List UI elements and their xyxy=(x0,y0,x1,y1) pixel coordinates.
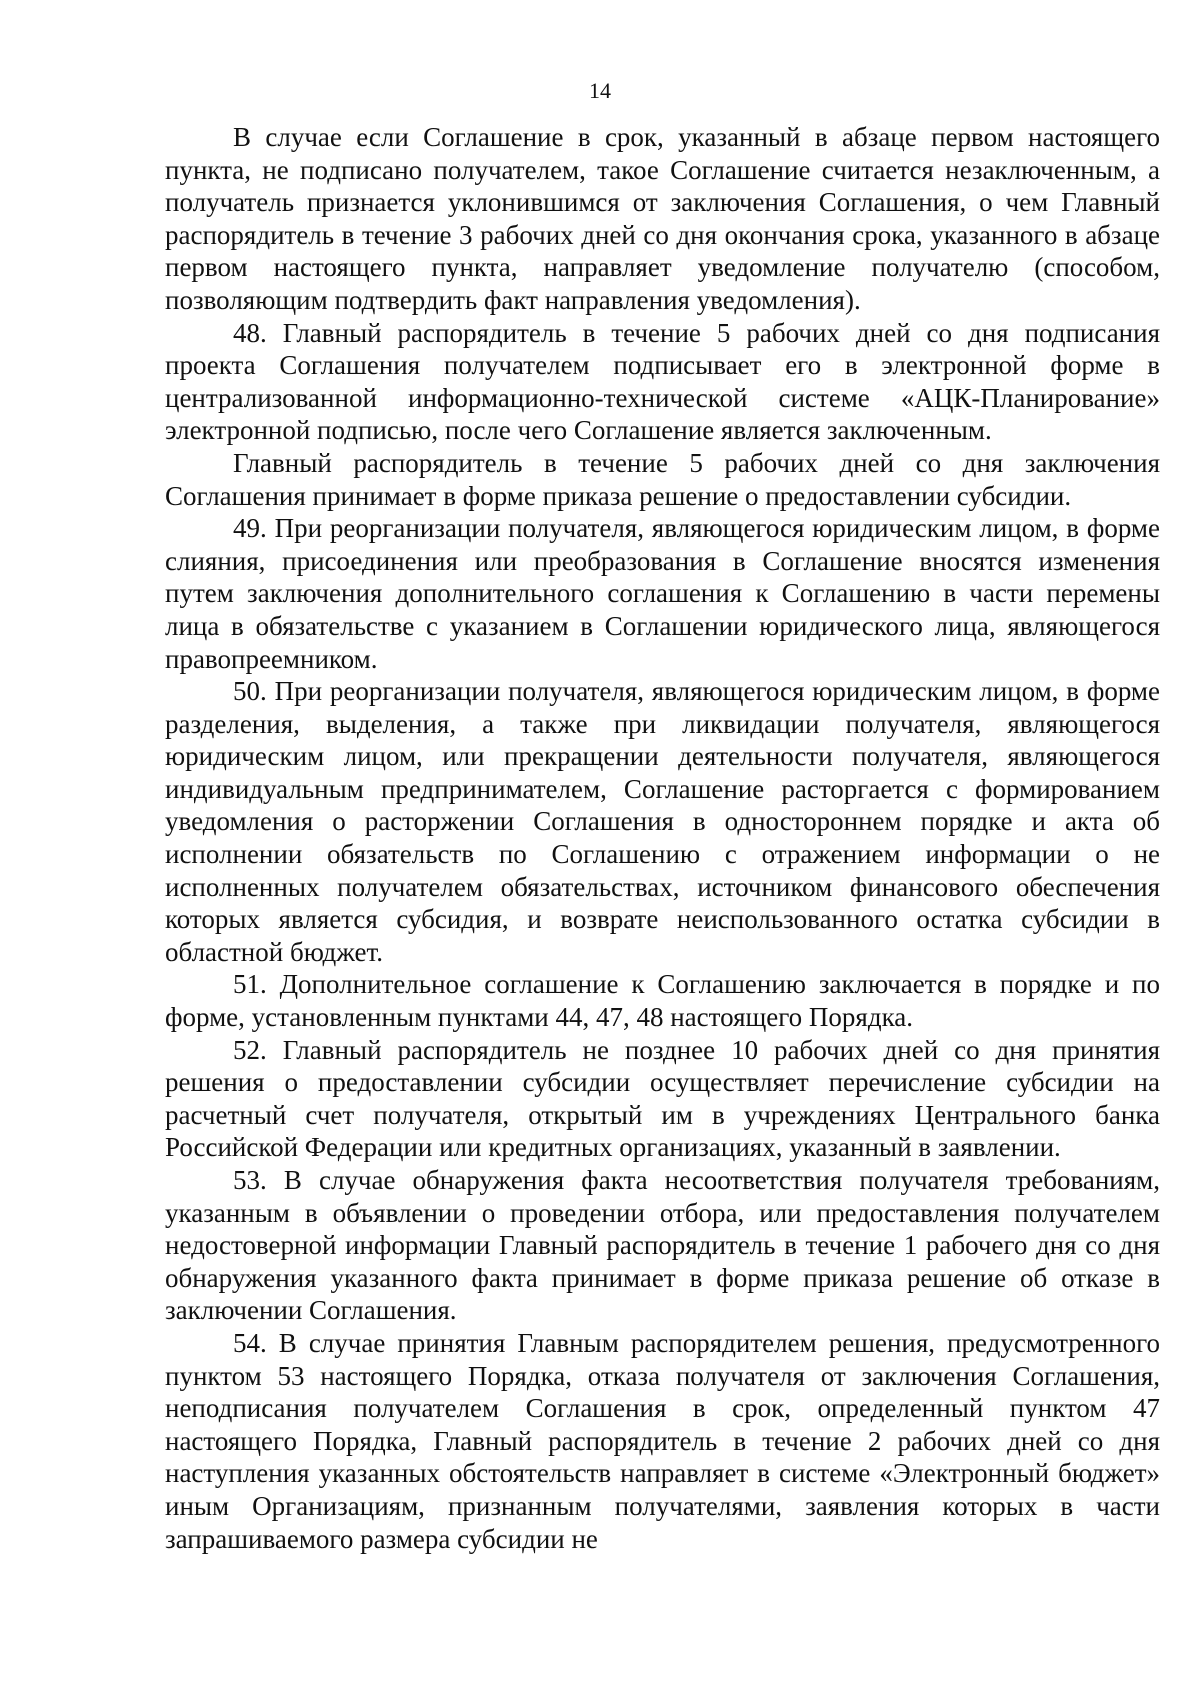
paragraph-52: 52. Главный распорядитель не позднее 10 рабочих дней со дня принятия решения о предоставлении субсидии осуществляет перечисление субсидии на расчетный счет получателя, открытый им в учреждениях Центрального банка Российской Федерации или кредитных организациях, указанный в заявлении. xyxy=(165,1034,1160,1163)
paragraph-48-order: Главный распорядитель в течение 5 рабочих дней со дня заключения Соглашения принимает в форме приказа решение о предоставлении субсидии. xyxy=(165,447,1160,511)
paragraph-51: 51. Дополнительное соглашение к Соглашению заключается в порядке и по форме, установленным пунктами 44, 47, 48 настоящего Порядка. xyxy=(165,969,1160,1033)
paragraph-unsigned-agreement: В случае если Соглашение в срок, указанный в абзаце первом настоящего пункта, не подписано получателем, такое Соглашение считается незаключенным, а получатель признается уклонившимся от заключения Соглашения, о чем Главный распорядитель в течение 3 рабочих дней со дня окончания срока, указанного в абзаце первом настоящего пункта, направляет уведомление получателю (способом, позволяющим подтвердить факт направления уведомления). xyxy=(165,122,1160,315)
paragraph-50: 50. При реорганизации получателя, являющегося юридическим лицом, в форме разделения, выделения, а также при ликвидации получателя, являющегося юридическим лицом, или прекращении деятельности получателя, являющегося индивидуальным предпринимателем, Соглашение расторгается с формированием уведомления о расторжении Соглашения в одностороннем порядке и акта об исполнении обязательств по Соглашению с отражением информации о не исполненных получателем обязательствах, источником финансового обеспечения которых является субсидия, и возврате неиспользованного остатка субсидии в областной бюджет. xyxy=(165,676,1160,967)
paragraph-53: 53. В случае обнаружения факта несоответствия получателя требованиям, указанным в объявлении о проведении отбора, или предоставления получателем недостоверной информации Главный распорядитель в течение 1 рабочего дня со дня обнаружения указанного факта принимает в форме приказа решение об отказе в заключении Соглашения. xyxy=(165,1165,1160,1326)
paragraph-49: 49. При реорганизации получателя, являющегося юридическим лицом, в форме слияния, присоединения или преобразования в Соглашение вносятся изменения путем заключения дополнительного соглашения к Соглашению в части перемены лица в обязательстве с указанием в Соглашении юридического лица, являющегося правопреемником. xyxy=(165,513,1160,674)
document-body xyxy=(165,121,1160,1555)
page-number: 14 xyxy=(589,78,611,103)
paragraph-48: 48. Главный распорядитель в течение 5 рабочих дней со дня подписания проекта Соглашения получателем подписывает его в электронной форме в централизованной информационно-технической системе «АЦК-Планирование» электронной подписью, после чего Соглашение является заключенным. xyxy=(165,317,1160,446)
paragraph-54: 54. В случае принятия Главным распорядителем решения, предусмотренного пунктом 53 настоящего Порядка, отказа получателя от заключения Соглашения, неподписания получателем Соглашения в срок, определенный пунктом 47 настоящего Порядка, Главный распорядитель в течение 2 рабочих дней со дня наступления указанных обстоятельств направляет в системе «Электронный бюджет» иным Организациям, признанным получателями, заявления которых в части запрашиваемого размера субсидии не xyxy=(165,1327,1160,1554)
